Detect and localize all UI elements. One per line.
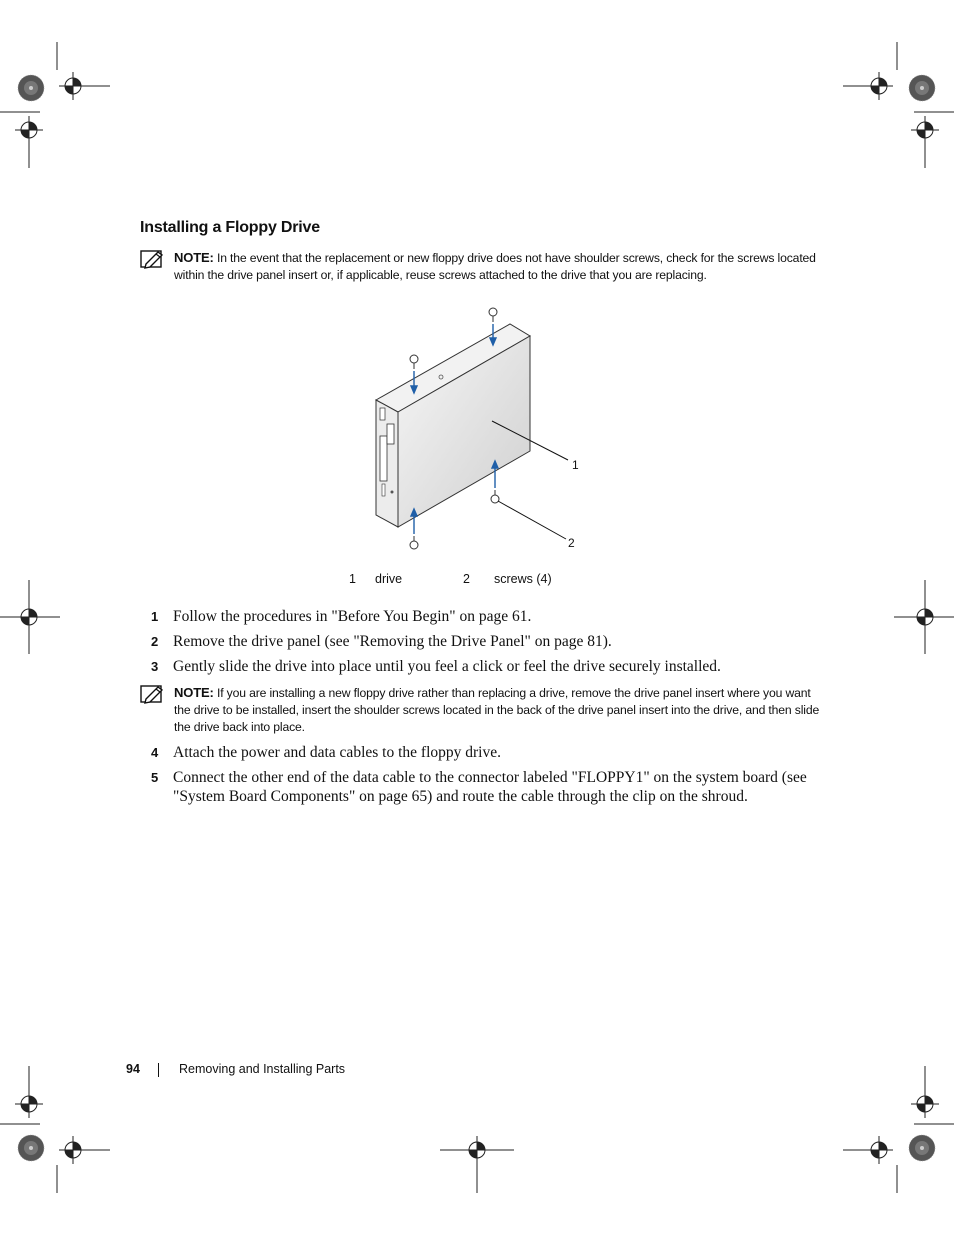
screw-icon [491,490,499,503]
step-number: 5 [151,770,159,785]
pencil-note-icon [140,249,166,269]
step-text: Remove the drive panel (see "Removing the Drive Panel" on page 81). [173,633,612,650]
screw-icon [489,308,497,322]
list-item [151,743,831,762]
legend-number: 2 [463,572,470,586]
step-text: Gently slide the drive into place until you feel a click or feel the drive securely installed. [173,658,721,675]
floppy-drive-illustration [330,296,620,566]
note-callout [140,684,820,736]
page-number: 94 [126,1062,140,1076]
step-text: Connect the other end of the data cable to the connector labeled "FLOPPY1" on the system board (see "System Board Components" on page 65) and route the cable through the clip on the shroud. [173,769,807,805]
step-number: 1 [151,609,159,624]
step-text: Follow the procedures in "Before You Begin" on page 61. [173,608,532,625]
list-item [151,657,831,676]
note-callout [140,249,820,284]
note-label: NOTE: [174,685,214,700]
callout-2: 2 [568,536,575,550]
legend-label: drive [375,572,403,586]
note-label: NOTE: [174,250,214,265]
list-item [151,632,831,651]
step-text: Attach the power and data cables to the floppy drive. [173,744,501,761]
pencil-note-icon [140,684,166,704]
section-title: Installing a Floppy Drive [140,219,320,236]
list-item [151,607,831,626]
screw-icon [410,355,418,369]
note-body: If you are installing a new floppy drive rather than replacing a drive, remove the drive panel insert where you want the drive to be installed, insert the shoulder screws located in the back of the drive panel insert into the drive, and then slide the drive back into place. [174,686,820,734]
callout-1: 1 [572,458,579,472]
footer-divider [158,1063,159,1077]
list-item [151,768,831,806]
legend-label: screws (4) [494,572,552,586]
step-number: 3 [151,659,159,674]
chapter-title: Removing and Installing Parts [179,1062,346,1076]
screw-icon [410,536,418,549]
step-number: 2 [151,634,159,649]
note-body: In the event that the replacement or new floppy drive does not have shoulder screws, check for the screws located within the drive panel insert or, if applicable, reuse screws attached to the drive that you are replacing. [174,251,816,282]
step-number: 4 [151,745,159,760]
legend-number: 1 [349,572,356,586]
